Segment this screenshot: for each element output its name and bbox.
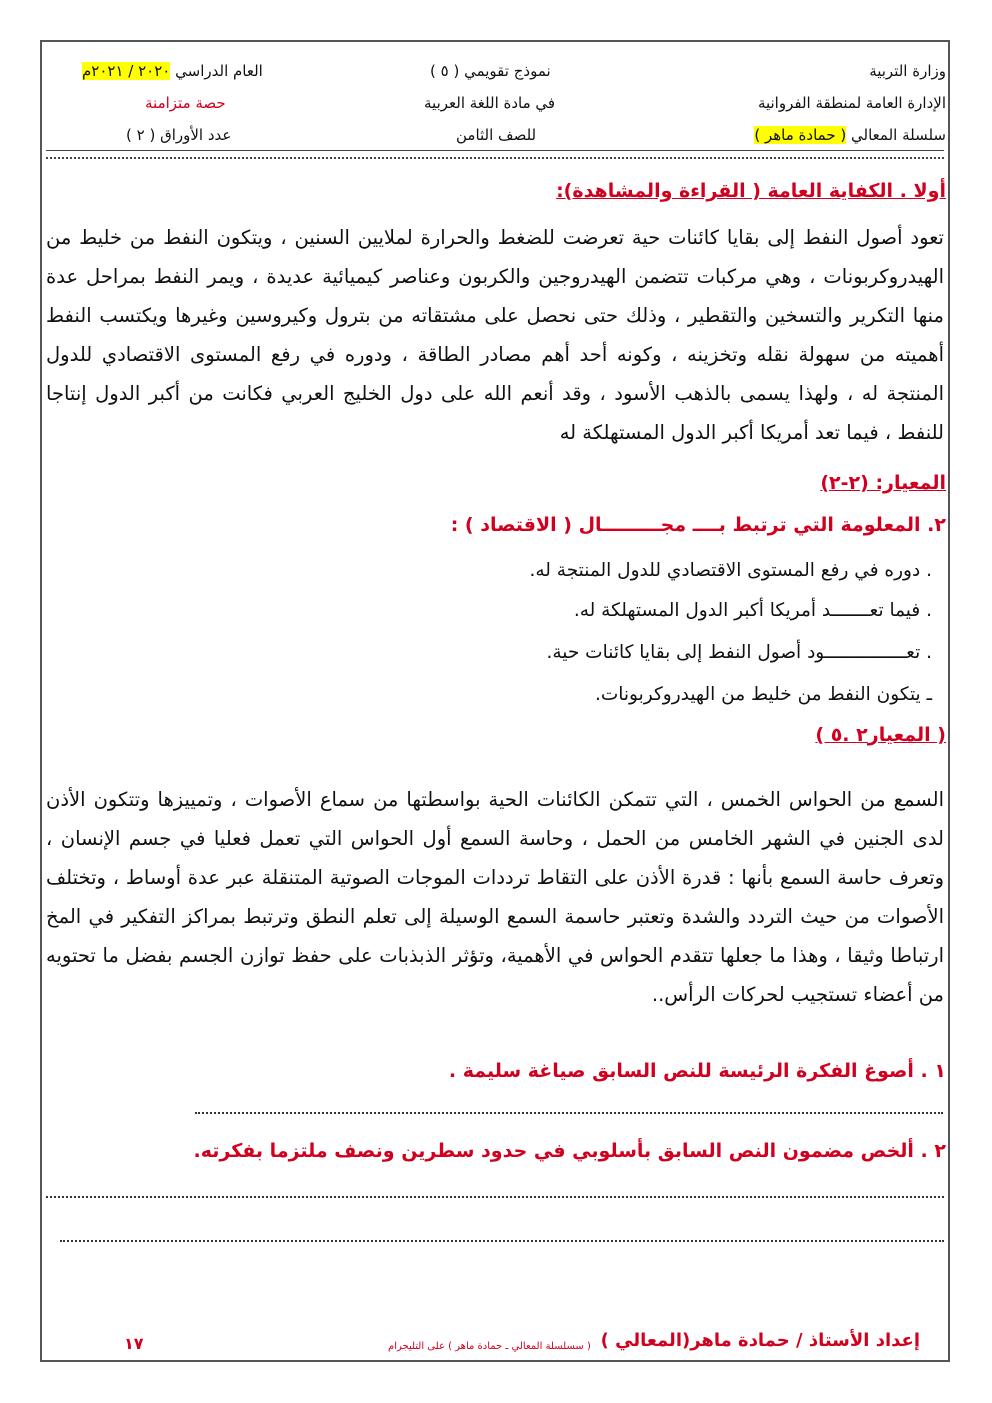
academic-year-value: ٢٠٢٠ / ٢٠٢١م [82,62,171,80]
model-number: نموذج تقويمي ( ٥ ) [430,62,551,80]
question-summary: ٢ . ألخص مضمون النص السابق بأسلوبي في حدود سطرين ونصف ملتزما بفكرته. [193,1140,946,1162]
subject-name: في مادة اللغة العربية [424,94,556,112]
footer-author: إعداد الأستاذ / حمادة ماهر(المعالي ) [600,1330,920,1351]
answer-line-3[interactable] [60,1240,944,1242]
academic-year-label: العام الدراسي [175,62,263,80]
option-1: . دوره في رفع المستوى الاقتصادي للدول المنتجة له. [529,560,932,581]
option-2: . فيما تعـــــــد أمريكا أكبر الدول المستهلكة له. [573,600,932,621]
footer-telegram: ( سسلسلة المعالي ـ حمادة ماهر ) على التليجرام [388,1341,591,1352]
section2-passage: السمع من الحواس الخمس ، التي تتمكن الكائنات الحية بواسطتها من سماع الأصوات ، وتمييزها وتتكون الأذن لدى الجنين في الشهر الخامس من الحمل ، وحاسة السمع أول الحواس التي تعمل فعليا في جسم الإنسان ، وتعرف حاسة السمع بأنها : قدرة الأذن على التقاط ترددات الموجات الصوتية المتنقلة عبر عدة أوساط ، وتختلف الأصوات من حيث التردد والشدة وتعتبر حاسمة السمع الوسيلة إلى تعلم النطق وترتبط بمراكز التفكير في المخ ارتباطا وثيقا ، وهذا ما جعلها تتقدم الحواس في الأهمية، وتؤثر الذبذبات على حفظ توازن الجسم بفضل ما تحتويه من أعضاء تستجيب لحركات الرأس.. [46,788,944,1006]
header-separator [46,150,944,159]
series-author: ( حمادة ماهر ) [754,126,847,144]
directorate-name: الإدارة العامة لمنطقة الفروانية [757,94,946,112]
option-4: ـ يتكون النفط من خليط من الهيدروكربونات. [594,684,932,705]
page-number: ١٧ [124,1334,144,1353]
answer-line-2[interactable] [46,1196,944,1198]
grade-name: للصف الثامن [456,126,537,144]
section1-criterion: المعيار: (٢-٢) [820,472,946,494]
series-line [754,126,946,144]
section1-title: أولا . الكفاية العامة ( القراءة والمشاهدة): [556,180,946,202]
series-prefix: سلسلة المعالي [851,126,946,144]
academic-year [82,62,263,80]
section1-question: ٢. المعلومة التي ترتبط بــــ مجـــــــــال ( الاقتصاد ) : [450,514,946,536]
section1-passage: تعود أصول النفط إلى بقايا كائنات حية تعرضت للضغط والحرارة لملايين السنين ، ويتكون النفط من خليط من الهيدروكربونات ، وهي مركبات تتضمن الهيدروجين والكربون وعناصر كيميائية عديدة ، ويمر النفط بمراحل عدة منها التكرير والتسخين والتقطير ، وذلك حتى نحصل على مشتقاته من بترول وكيروسين وغيرها ويكتسب النفط أهميته من سهولة نقله وتخزينه ، وكونه أحد أهم مصادر الطاقة ، ودوره في رفع المستوى الاقتصادي للدول المنتجة له ، ولهذا يسمى بالذهب الأسود ، وقد أنعم الله على دول الخليج العربي فكانت من أكبر الدول إنتاجا للنفط ، فيما تعد أمريكا أكبر الدول المستهلكة له [46,226,944,444]
answer-line-1[interactable] [195,1112,943,1114]
option-3: . تعـــــــــــــــود أصول النفط إلى بقايا كائنات حية. [546,642,932,663]
page-count: عدد الأوراق ( ٢ ) [126,126,232,144]
ministry-name: وزارة التربية [869,62,946,80]
session-type: حصة متزامنة [145,94,226,112]
question-main-idea: ١ . أصوغ الفكرة الرئيسة للنص السابق صياغة سليمة . [448,1060,946,1082]
section2-criterion: ( المعيار٢ .٥ ) [815,724,946,746]
